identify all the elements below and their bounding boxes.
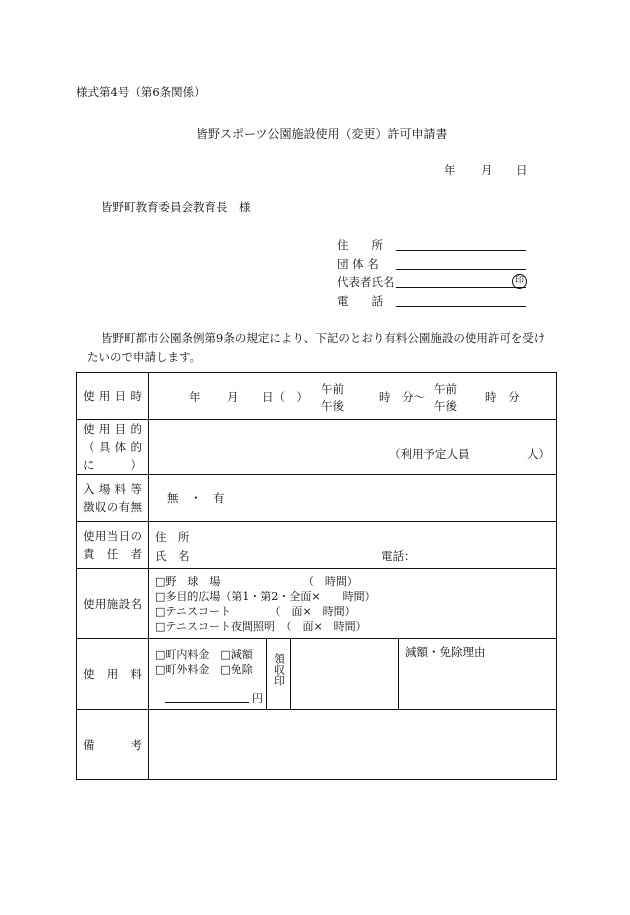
receipt-seal-label: 領収印 (272, 653, 286, 686)
usage-pm-1: 午後 (321, 398, 344, 413)
row-facility (77, 569, 557, 639)
usage-time-1: 時 分〜 (379, 389, 425, 404)
label-purpose-line-1: 使用目的 (83, 422, 142, 436)
usage-am-1: 午前 (321, 381, 344, 396)
applicant-address-field[interactable] (396, 236, 526, 251)
row-purpose (77, 420, 557, 475)
fee-local-reduced[interactable]: □町内料金 □減額 (155, 647, 253, 661)
admission-value: 無 ・ 有 (167, 491, 225, 505)
date-year: 年 (444, 163, 456, 177)
planned-attendees: （利用予定人員 人） (389, 447, 550, 461)
label-remarks: 備 考 (77, 710, 149, 780)
facility-tennis-night[interactable]: □テニスコート夜間照明 （ 面× 時間） (155, 619, 367, 633)
label-purpose (77, 420, 149, 475)
usage-month: 月 (227, 389, 239, 404)
addressee: 皆野町教育委員会教育長 様 (101, 200, 251, 214)
usage-am-2: 午前 (434, 381, 457, 396)
fee-outside-exempt[interactable]: □町外料金 □免除 (155, 662, 253, 676)
fee-yen: 円 (252, 691, 263, 705)
responsible-phone: 電話： (381, 548, 416, 563)
applicant-rep-label: 代表者氏名 (337, 275, 395, 289)
intro-line-1: 皆野町都市公園条例第9条の規定により、下記のとおり有料公園施設の使用許可を受け (101, 331, 546, 345)
label-responsible (77, 522, 149, 569)
row-responsible (77, 522, 557, 569)
label-admission-line-2: 徴収の有無 (83, 500, 142, 514)
form-number: 様式第4号（第6条関係） (76, 85, 206, 99)
row-remarks (77, 710, 557, 780)
usage-pm-2: 午後 (434, 398, 457, 413)
application-table (76, 372, 557, 780)
label-fee: 使 用 料 (77, 639, 149, 710)
usage-year: 年 (189, 389, 201, 404)
receipt-seal-label-cell (267, 639, 291, 710)
row-usage-datetime (77, 373, 557, 420)
responsible-field[interactable] (149, 522, 557, 569)
label-admission (77, 475, 149, 522)
label-responsible-line-1: 使用当日の (83, 529, 142, 543)
applicant-phone-label: 電 話 (337, 294, 383, 308)
label-responsible-line-2: 責 任 者 (83, 547, 142, 561)
applicant-group-label: 団 体 名 (337, 257, 379, 271)
label-usage-datetime: 使用日時 (77, 373, 149, 420)
facility-tennis[interactable]: □テニスコート （ 面× 時間） (155, 604, 356, 618)
intro-line-2: たいので申請します。 (87, 350, 202, 364)
applicant-group-field[interactable] (396, 255, 526, 270)
form-title: 皆野スポーツ公園施設使用（変更）許可申請書 (196, 127, 448, 141)
facility-field (149, 569, 557, 639)
usage-day: 日（ ） (262, 389, 308, 404)
fee-options (149, 639, 267, 710)
usage-time-2: 時 分 (485, 389, 520, 404)
admission-field[interactable] (149, 475, 557, 522)
row-fee (77, 639, 557, 710)
usage-datetime-field[interactable] (149, 373, 557, 420)
label-purpose-line-2: （具体的に） (83, 440, 142, 472)
responsible-address: 住 所 (155, 529, 190, 544)
row-admission (77, 475, 557, 522)
label-facility: 使用施設名 (77, 569, 149, 639)
responsible-name: 氏 名 (155, 548, 190, 563)
fee-amount-field[interactable] (165, 690, 249, 703)
applicant-address-label: 住 所 (337, 238, 383, 252)
reduction-reason-field[interactable] (399, 639, 557, 710)
label-admission-line-1: 入場料等 (83, 482, 142, 496)
reduction-reason-label: 減額・免除理由 (405, 645, 486, 659)
applicant-rep-field[interactable] (396, 273, 526, 288)
remarks-field[interactable] (149, 710, 557, 780)
purpose-field[interactable] (149, 420, 557, 475)
facility-baseball[interactable]: □野 球 場 （ 時間） (155, 574, 358, 588)
receipt-seal-box[interactable] (291, 639, 399, 710)
seal-mark: 印 (512, 274, 527, 289)
facility-multipurpose[interactable]: □多目的広場（第1・第2・全面× 時間） (155, 589, 376, 603)
date-month: 月 (481, 163, 493, 177)
applicant-phone-field[interactable] (396, 292, 526, 307)
date-day: 日 (516, 163, 528, 177)
